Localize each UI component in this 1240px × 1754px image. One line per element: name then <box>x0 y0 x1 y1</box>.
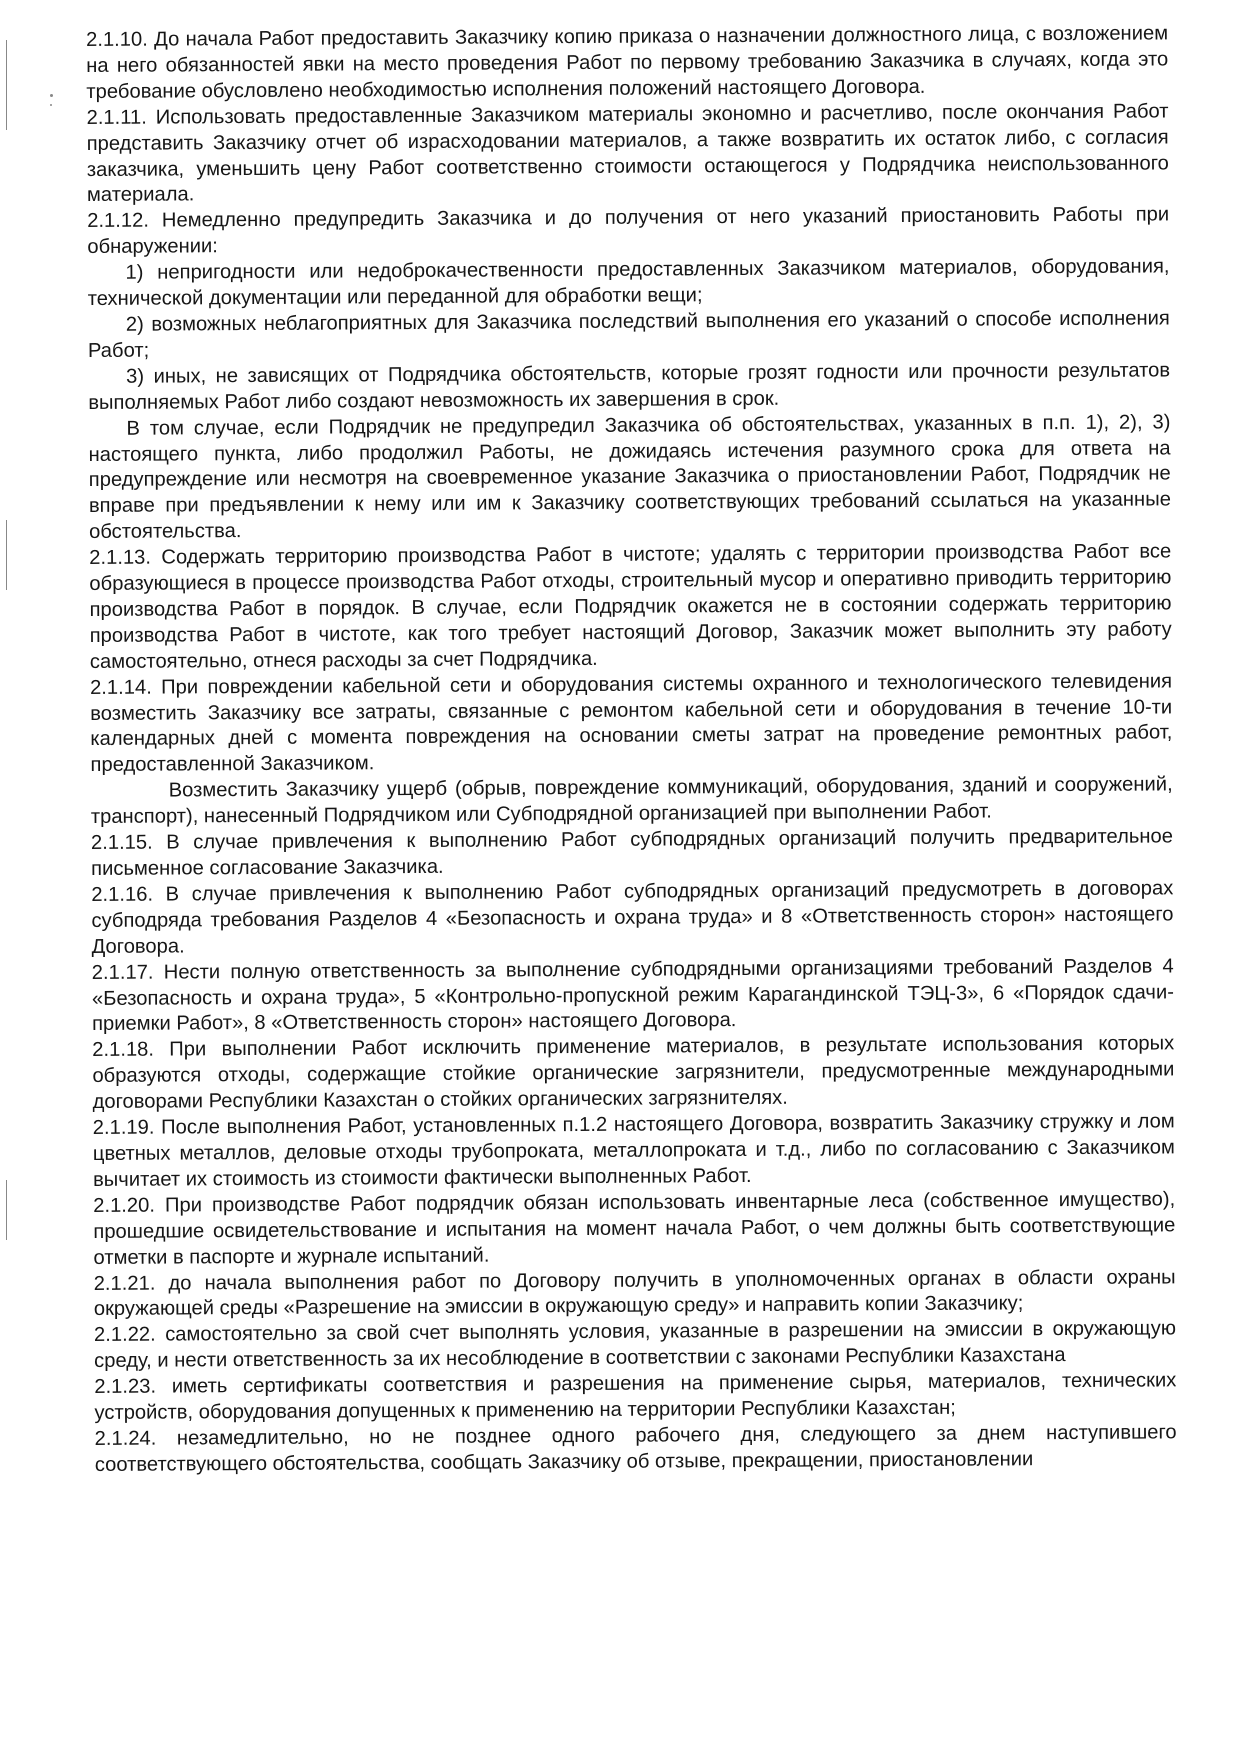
clause-2-1-16: 2.1.16. В случае привлечения к выполнению Работ субподрядных организаций предусмотреть в договорах субподряда требования Разделов 4 «Безопасность и охрана труда» и 8 «Ответственность сторон» настоящего Договора. <box>91 877 1174 958</box>
clause-2-1-18: 2.1.18. При выполнении Работ исключить применение материалов, в результате использования которых образуются отходы, содержащие стойкие органические загрязнители, предусмотренные международными договорами Республики Казахстан о стойких органических загрязнителях. <box>92 1032 1175 1114</box>
clause-2-1-12-item-3: 3) иных, не зависящих от Подрядчика обстоятельств, которые грозят годности или прочности результатов выполняемых Работ либо создают невозможность их завершения в срок. <box>88 359 1171 414</box>
clause-2-1-11: 2.1.11. Использовать предоставленные Заказчиком материалы экономно и расчетливо, после окончания Работ представить Заказчику отчет об израсходовании материалов, а также возвратить их остаток либо, с согласия заказчика, уменьшить цену Работ соответственно стоимости остающегося у Подрядчика неиспользованного материала. <box>86 100 1169 207</box>
clause-2-1-15: 2.1.15. В случае привлечения к выполнению Работ субподрядных организаций получить предварительное письменное согласование Заказчика. <box>90 825 1174 880</box>
clause-2-1-12-note: В том случае, если Подрядчик не предупредил Заказчика об обстоятельствах, указанных в п.п. 1), 2), 3) настоящего пункта, либо продолжил Работы, не дожидаясь истечения разумного срока для ответа на предупреждение или несмотря на своевременное указание Заказчика о приостановлении Работ, Подрядчик не вправе при предъявлении к нему или им к Заказчику соответствующих требований ссылаться на указанные обстоятельства. <box>88 410 1171 544</box>
clause-2-1-24: 2.1.24. незамедлительно, но не позднее одного рабочего дня, следующего за днем наступившего соответствующего обстоятельства, сообщать Заказчику об отзыве, прекращении, приостановлении <box>94 1421 1177 1476</box>
clause-2-1-12-item-1: 1) непригодности или недоброкачественности предоставленных Заказчиком материалов, оборудования, технической документации или переданной для обработки вещи; <box>87 255 1170 311</box>
clause-2-1-17: 2.1.17. Нести полную ответственность за выполнение субподрядными организациями требований Разделов 4 «Безопасность и охрана труда», 5 «Контрольно-пропускной режим Карагандинской ТЭЦ-3», 6 «Порядок сдачи-приемки Работ», 8 «Ответственность сторон» настоящего Договора. <box>91 954 1174 1036</box>
clause-2-1-20: 2.1.20. При производстве Работ подрядчик обязан использовать инвентарные леса (собственное имущество), прошедшие освидетельствование и испытания на момент начала Работ, о чем должны быть соответствующие отметки в паспорте и журнале испытаний. <box>93 1188 1176 1269</box>
clause-2-1-22: 2.1.22. самостоятельно за свой счет выполнять условия, указанные в разрешении на эмиссии в окружающую среду, и нести ответственность за их несоблюдение в соответствии с законами Республики Казахстана <box>93 1317 1177 1373</box>
clause-2-1-10: 2.1.10. До начала Работ предоставить Заказчику копию приказа о назначении должностного лица, с возложением на него обязанностей явки на место проведения Работ по первому требованию Заказчика в случаях, когда это требование обусловлено необходимостью исполнения положений настоящего Договора. <box>86 22 1169 103</box>
clause-2-1-21: 2.1.21. до начала выполнения работ по Договору получить в уполномоченных органах в области охраны окружающей среды «Разрешение на эмиссии в окружающую среду» и направить копии Заказчику; <box>93 1265 1176 1321</box>
clause-2-1-14-damage: Возместить Заказчику ущерб (обрыв, повреждение коммуникаций, оборудования, зданий и сооружений, транспорт), нанесенный Подрядчиком или Субподрядной организацией при выполнении Работ. <box>90 773 1173 829</box>
scan-edge-marks <box>0 0 20 1754</box>
clause-2-1-13: 2.1.13. Содержать территорию производства Работ в чистоте; удалять с территории производства Работ все образующиеся в процессе производства Работ отходы, строительный мусор и оперативно приводить территорию производства Работ в порядок. В случае, если Подрядчик окажется не в состоянии содержать территорию производства Работ в чистоте, как того требует настоящий Договор, Заказчик может выполнить эту работу самостоятельно, отнеся расходы за счет Подрядчика. <box>89 540 1172 673</box>
clause-2-1-14: 2.1.14. При повреждении кабельной сети и оборудования системы охранного и технологического телевидения возместить Заказчику все затраты, связанные с ремонтом кабельной сети и оборудования в течение 10-ти календарных дней с момента повреждения на основании сметы затрат на проведение ремонтных работ, предоставленной Заказчиком. <box>89 670 1173 777</box>
clause-2-1-23: 2.1.23. иметь сертификаты соответствия и разрешения на применение сырья, материалов, технических устройств, оборудования допущенных к применению на территории Республики Казахстан; <box>94 1369 1177 1425</box>
clause-2-1-12: 2.1.12. Немедленно предупредить Заказчика и до получения от него указаний приостановить Работы при обнаружении: <box>87 203 1170 259</box>
document-page <box>86 21 1178 1728</box>
clause-2-1-19: 2.1.19. После выполнения Работ, установленных п.1.2 настоящего Договора, возвратить Заказчику стружку и лом цветных металлов, деловые отходы трубопроката, металлопроката и т.д., либо по согласованию с Заказчиком вычитает их стоимость из стоимости фактически выполненных Работ. <box>92 1110 1175 1191</box>
clause-2-1-12-item-2: 2) возможных неблагоприятных для Заказчика последствий выполнения его указаний о способе исполнения Работ; <box>87 307 1170 362</box>
